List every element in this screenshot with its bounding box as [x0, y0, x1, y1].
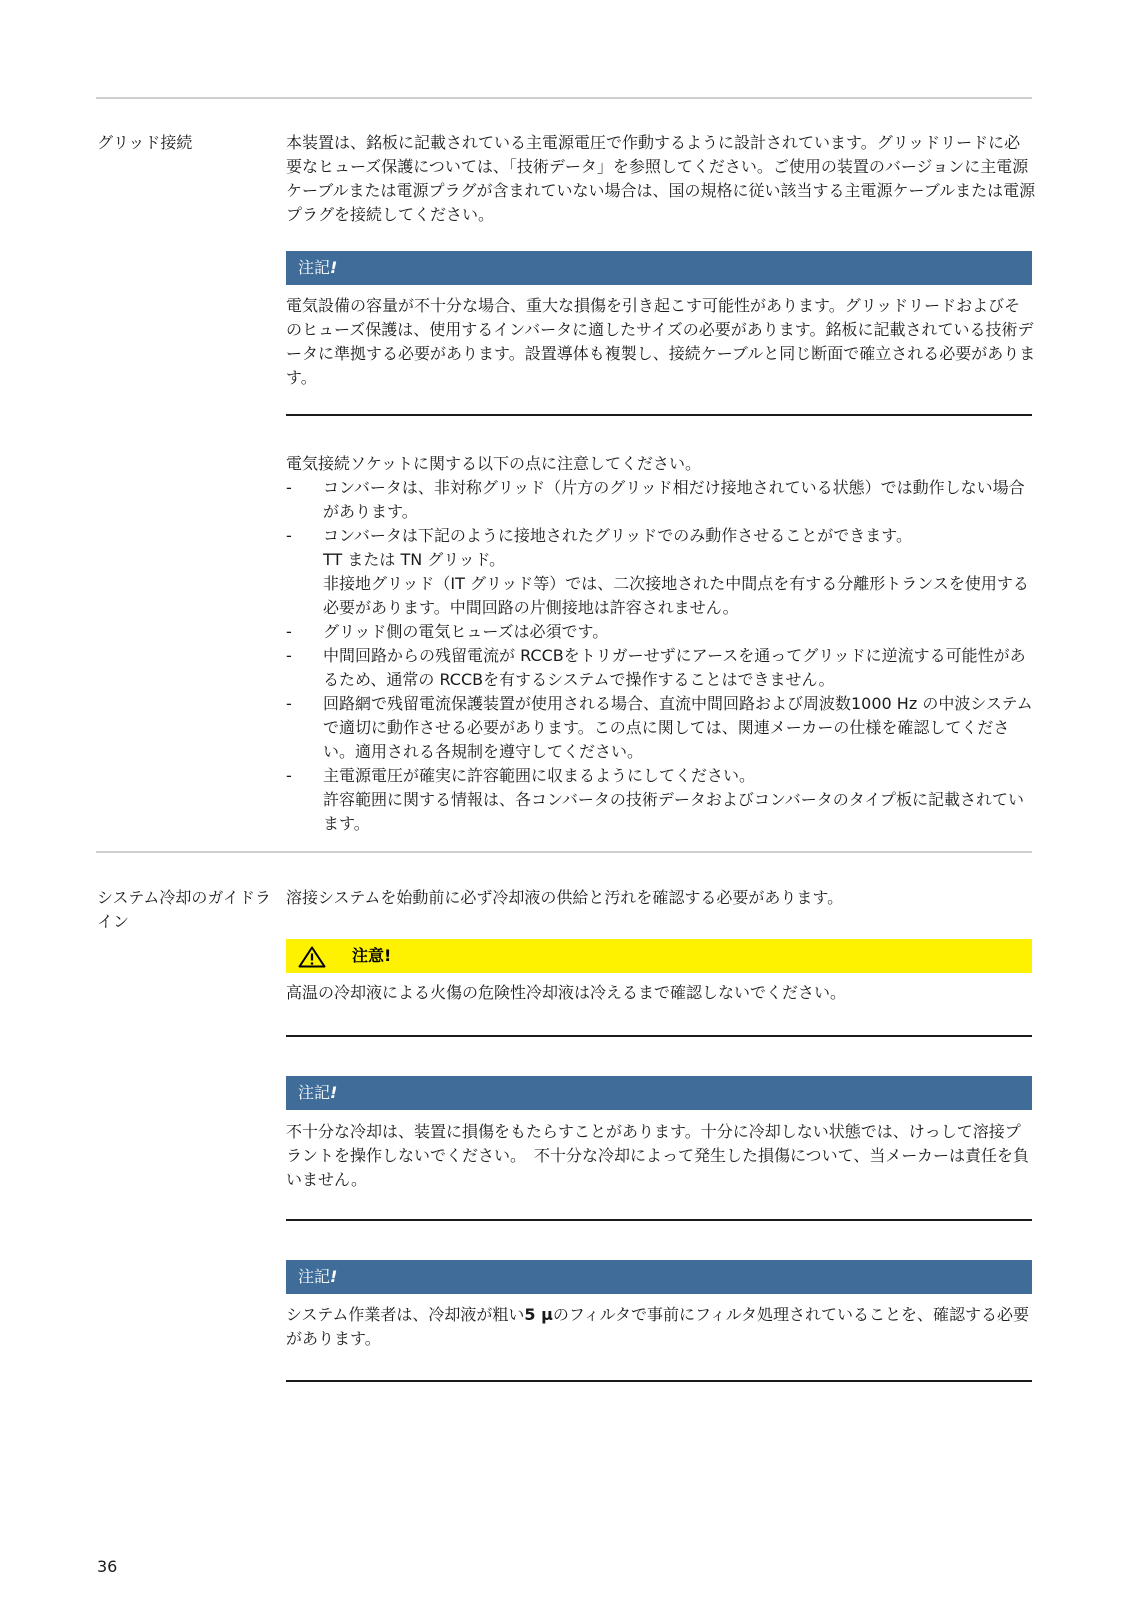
section-divider: [96, 851, 1032, 853]
caution-text: 高温の冷却液による火傷の危険性冷却液は冷えるまで確認しないでください。: [286, 983, 847, 1002]
note-exclamation: !: [330, 1083, 338, 1102]
note-exclamation: !: [330, 258, 338, 277]
list-item-sub: 非接地グリッド（IT グリッド等）では、二次接地された中間点を有する分離形トランスを使用する必要があります。中間回路の片側接地は許容されません。: [323, 574, 1029, 617]
socket-bullet-list: [286, 476, 1036, 836]
note-header: [286, 1260, 1032, 1294]
note-end-rule: [286, 1219, 1032, 1221]
caution-title: 注意!: [352, 946, 392, 965]
list-item: - 回路網で残留電流保護装置が使用される場合、直流中間回路および周波数1000 Hz の中波システムで適切に動作させる必要があります。この点に関しては、関連メーカーの仕様を確認してください。適用される各規制を遵守してください。: [286, 694, 1033, 761]
note-end-rule: [286, 414, 1032, 416]
section-label-grid-connection: グリッド接続: [97, 133, 193, 152]
grid-connection-intro: 本装置は、銘板に記載されている主電源電圧で作動するように設計されています。グリッドリードに必要なヒューズ保護については、「技術データ」を参照してください。ご使用の装置のバージョンに主電源ケーブルまたは電源プラグが含まれていない場合は、国の規格に従い該当する主電源ケーブルまたは電源プラグを接続してください。: [286, 133, 1036, 224]
list-item-sub: TT または TN グリッド。: [323, 550, 506, 569]
note-title: 注記: [298, 258, 331, 277]
note-header: [286, 251, 1032, 285]
page-number: 36: [97, 1557, 118, 1576]
note-end-rule: [286, 1380, 1032, 1382]
caution-end-rule: [286, 1035, 1032, 1037]
list-item: - コンバータは下記のように接地されたグリッドでのみ動作させることができます。 TT または TN グリッド。 非接地グリッド（IT グリッド等）では、二次接地された中間点を有する分離形トランスを使用する必要があります。中間回路の片側接地は許容されません。: [286, 524, 1036, 620]
section-label-cooling-guidelines: システム冷却のガイドライン: [97, 888, 271, 931]
note-exclamation: !: [330, 1267, 338, 1286]
section-divider: [96, 97, 1032, 99]
note-text: 電気設備の容量が不十分な場合、重大な損傷を引き起こす可能性があります。グリッドリードおよびそのヒューズ保護は、使用するインバータに適したサイズの必要があります。銘板に記載されている技術データに準拠する必要があります。設置導体も複製し、接続ケーブルと同じ断面で確立される必要があります。: [286, 296, 1036, 387]
list-item: - 中間回路からの残留電流が RCCBをトリガーせずにアースを通ってグリッドに逆流する可能性があるため、通常の RCCBを有するシステムで操作することはできません。: [286, 646, 1026, 689]
socket-intro: 電気接続ソケットに関する以下の点に注意してください。: [286, 454, 702, 473]
list-item-sub: 許容範囲に関する情報は、各コンバータの技術データおよびコンバータのタイプ板に記載されています。: [323, 790, 1024, 833]
cooling-intro: 溶接システムを始動前に必ず冷却液の供給と汚れを確認する必要があります。: [286, 888, 844, 907]
note-title: 注記: [298, 1083, 331, 1102]
list-item: - コンバータは、非対称グリッド（片方のグリッド相だけ接地されている状態）では動作しない場合があります。: [286, 478, 1025, 521]
note-text: システム作業者は、冷却液が粗い5 µのフィルタで事前にフィルタ処理されていることを、確認する必要があります。: [286, 1305, 1030, 1348]
socket-notes: [286, 452, 1036, 836]
note-title: 注記: [298, 1267, 331, 1286]
note-header: [286, 1076, 1032, 1110]
note-text: 不十分な冷却は、装置に損傷をもたらすことがあります。十分に冷却しない状態では、けっして溶接プラントを操作しないでください。 不十分な冷却によって発生した損傷について、当メーカーは責任を負いません。: [286, 1122, 1030, 1189]
filter-size: 5 µ: [524, 1305, 553, 1324]
list-item: - 主電源電圧が確実に許容範囲に収まるようにしてください。 許容範囲に関する情報は、各コンバータの技術データおよびコンバータのタイプ板に記載されています。: [286, 764, 1036, 836]
warning-triangle-icon: [298, 946, 326, 968]
list-item: - グリッド側の電気ヒューズは必須です。: [286, 622, 609, 641]
caution-header: [286, 939, 1032, 973]
